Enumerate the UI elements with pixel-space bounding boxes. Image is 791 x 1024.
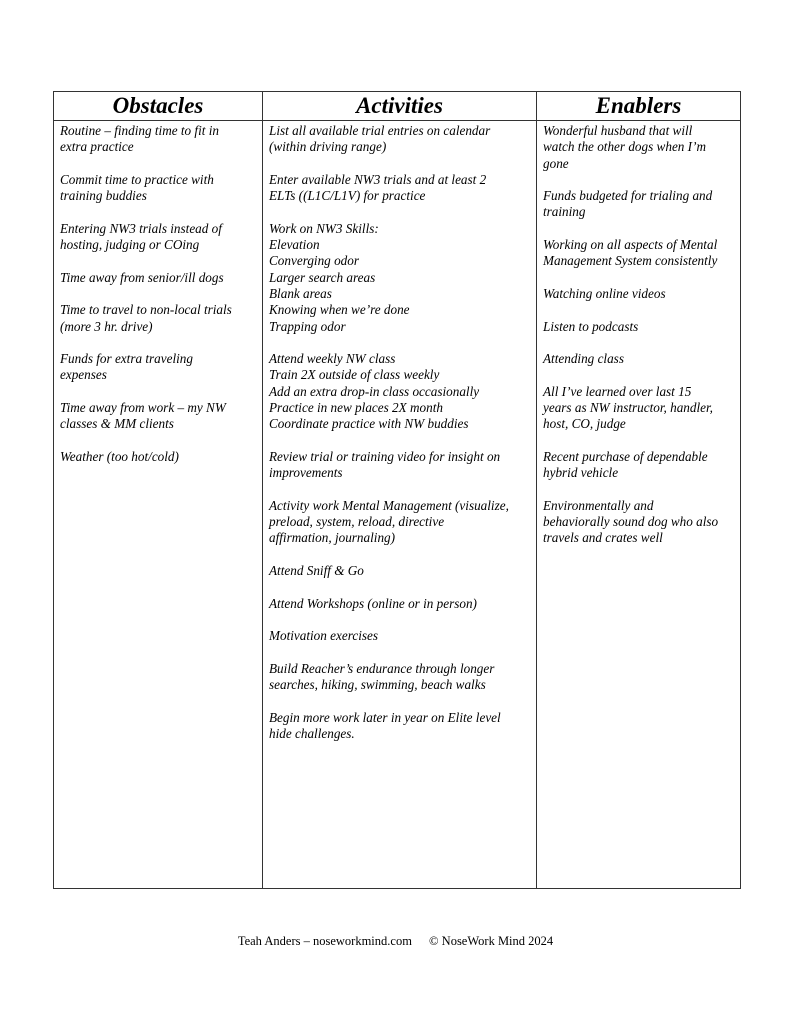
obstacle-item: Routine – finding time to fit in extra practice <box>60 123 219 155</box>
activity-item: Work on NW3 Skills: Elevation Converging odor Larger search areas Blank areas Knowing when we’re done Trapping odor <box>269 220 410 334</box>
activities-column <box>263 121 537 888</box>
activities-header: Activities <box>263 92 537 121</box>
goals-table <box>53 91 741 889</box>
enabler-item: Working on all aspects of Mental Management System consistently <box>543 237 718 269</box>
activity-item: Attend Workshops (online or in person) <box>269 595 477 611</box>
activity-item: Attend Sniff & Go <box>269 563 364 579</box>
enabler-item: Recent purchase of dependable hybrid vehicle <box>543 448 708 481</box>
obstacle-item: Commit time to practice with training buddies <box>60 171 214 204</box>
enablers-header: Enablers <box>537 92 740 121</box>
enabler-item: Environmentally and behaviorally sound dog who also travels and crates well <box>543 497 719 546</box>
footer-copyright: © NoseWork Mind 2024 <box>429 934 554 948</box>
obstacle-item: Time away from senior/ill dogs <box>60 269 224 285</box>
activity-item: Enter available NW3 trials and at least 2 ELTs ((L1C/L1V) for practice <box>269 171 487 204</box>
obstacle-item: Time to travel to non-local trials (more 3 hr. drive) <box>60 302 232 334</box>
obstacle-item: Funds for extra traveling expenses <box>60 351 193 383</box>
obstacles-column <box>54 121 263 888</box>
page-footer <box>0 934 791 949</box>
footer-author: Teah Anders – noseworkmind.com <box>237 934 412 948</box>
obstacles-header: Obstacles <box>54 92 263 121</box>
activity-item: Review trial or training video for insight on improvements <box>269 448 501 481</box>
enablers-column <box>537 121 740 888</box>
activity-item: Begin more work later in year on Elite level hide challenges. <box>269 709 501 741</box>
activity-item: List all available trial entries on calendar (within driving range) <box>269 123 491 155</box>
enabler-item: All I’ve learned over last 15 years as NW instructor, handler, host, CO, judge <box>543 383 713 432</box>
enabler-item: Attending class <box>543 351 624 367</box>
activity-item: Motivation exercises <box>269 628 379 644</box>
enabler-item: Watching online videos <box>543 285 666 301</box>
obstacle-item: Entering NW3 trials instead of hosting, judging or COing <box>60 220 222 253</box>
activity-item: Attend weekly NW class Train 2X outside of class weekly Add an extra drop-in class occasionally Practice in new places 2X month Coordinate practice with NW buddies <box>269 351 480 432</box>
activity-item: Build Reacher’s endurance through longer searches, hiking, swimming, beach walks <box>269 660 495 693</box>
activity-item: Activity work Mental Management (visualize, preload, system, reload, directive affirmation, journaling) <box>269 497 509 546</box>
obstacle-item: Time away from work – my NW classes & MM clients <box>60 400 226 432</box>
enabler-item: Wonderful husband that will watch the other dogs when I’m gone <box>543 123 706 171</box>
enabler-item: Funds budgeted for trialing and training <box>543 188 713 220</box>
enabler-item: Listen to podcasts <box>543 318 639 334</box>
obstacle-item: Weather (too hot/cold) <box>60 448 179 464</box>
